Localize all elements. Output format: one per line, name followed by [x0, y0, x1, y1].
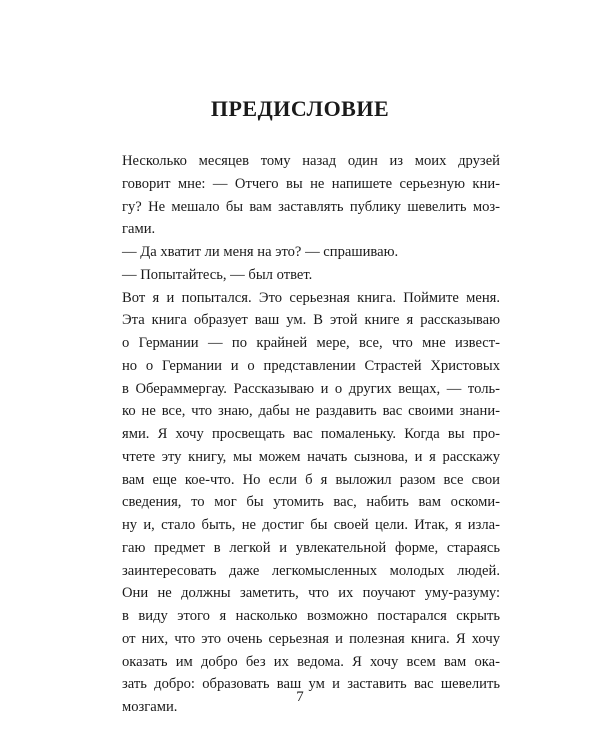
text-line: в Обераммергау. Рассказываю и о других вещах, — толь- — [122, 380, 500, 397]
chapter-title: ПРЕДИСЛОВИЕ — [210, 96, 390, 121]
paragraph — [106, 241, 500, 264]
text-line: — Попытайтесь, — был ответ. — [122, 266, 313, 283]
text-line: гаю предмет в легкой и увлекательной форме, стараясь — [122, 539, 500, 556]
text-line: Вот я и попытался. Это серьезная книга. Поймите меня. — [122, 289, 500, 306]
paragraph — [106, 150, 500, 241]
text-line: чтете эту книгу, мы можем начать сызнова, и я расскажу — [122, 448, 500, 465]
text-line: сведения, то мог бы утомить вас, набить вам оскоми- — [122, 494, 500, 511]
text-line: о Германии — по крайней мере, все, что мне извест- — [122, 335, 500, 351]
text-line: от них, что это очень серьезная и полезная книга. Я хочу — [122, 630, 500, 647]
text-line: гами. — [122, 221, 156, 238]
text-line: мозгами. — [122, 699, 178, 715]
text-line: заинтересовать даже легкомысленных молодых людей. — [122, 562, 500, 579]
text-line: ями. Я хочу просвещать вас помаленьку. Когда вы про- — [122, 426, 500, 442]
text-line: зать добро: образовать ваш ум и заставить вас шевелить — [122, 676, 500, 693]
text-line: Они не должны заметить, что их поучают уму-разуму: — [122, 585, 500, 602]
text-line: оказать им добро без их ведома. Я хочу всем вам ока- — [122, 653, 500, 670]
paragraph — [106, 287, 500, 719]
text-line: в виду этого я насколько возможно постарался скрыть — [122, 608, 500, 624]
text-line: говорит мне: — Отчего вы не напишете серьезную кни- — [122, 175, 500, 192]
text-line: Несколько месяцев тому назад один из моих друзей — [122, 153, 500, 169]
text-line: ко не все, что знаю, дабы не раздавить вас своими знани- — [122, 403, 500, 420]
paragraph — [106, 264, 500, 287]
body-text — [106, 150, 500, 719]
page-number: 7 — [296, 689, 304, 705]
text-line: вам еще кое-что. Но если б я выложил разом все свои — [122, 471, 500, 488]
text-line: — Да хватит ли меня на это? — спрашиваю. — [122, 244, 399, 260]
text-line: ну и, стало быть, не достиг бы своей цели. Итак, я изла- — [122, 517, 500, 533]
text-line: гу? Не мешало бы вам заставлять публику шевелить моз- — [122, 198, 500, 215]
text-line: Эта книга образует ваш ум. В этой книге я рассказываю — [122, 312, 500, 329]
text-line: но о Германии и о представлении Страстей Христовых — [122, 357, 500, 374]
